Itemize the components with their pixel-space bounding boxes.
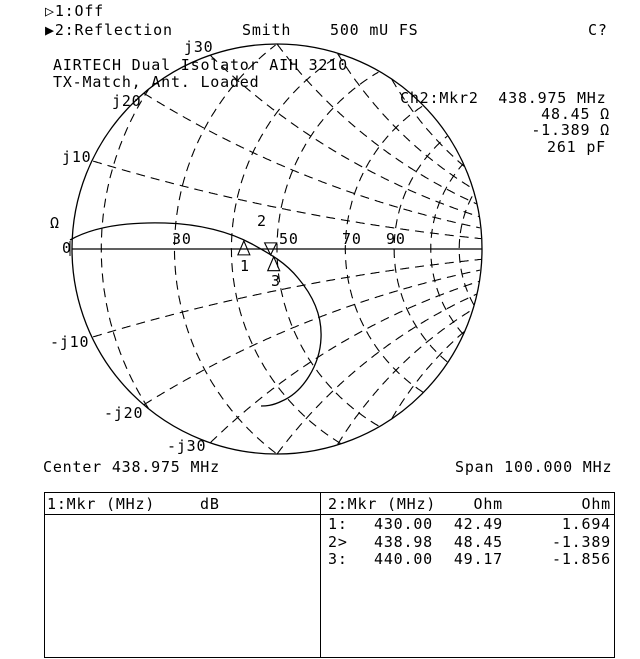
reactance-arc-j50 (338, 54, 473, 189)
table2-header-mkr: 2:Mkr (MHz) (328, 495, 437, 513)
marker-3-label: 3 (271, 272, 281, 290)
marker-row-frequency: 440.00 (374, 550, 433, 568)
label-zero: 0 (62, 239, 72, 257)
label-j30: j30 (184, 38, 214, 56)
reactance-arc-j20 (144, 93, 480, 228)
format-label: Smith (242, 21, 292, 39)
marker-row-reactance: 1.694 (561, 515, 611, 533)
label-minus-j10: -j10 (50, 333, 90, 351)
marker-row-id: 2> (328, 532, 348, 551)
reflection-trace (70, 223, 321, 406)
reactance-arc-j10 (93, 161, 481, 239)
center-frequency[interactable]: Center 438.975 MHz (43, 458, 220, 476)
reactance-arc-minus-j50 (338, 309, 473, 444)
table2-header-col2: Ohm (473, 495, 503, 513)
reactance-arc-minus-j20 (144, 270, 480, 405)
marker-readout-reactance: -1.389 Ω (531, 121, 610, 139)
cal-status: C? (588, 21, 608, 39)
scale-label: 500 mU FS (330, 21, 419, 39)
label-j20: j20 (112, 92, 142, 110)
reactance-arc-minus-j60 (392, 331, 465, 419)
channel2-status[interactable]: ▶2:Reflection (45, 21, 173, 39)
marker-row-reactance: -1.389 (552, 532, 611, 551)
span-frequency[interactable]: Span 100.000 MHz (455, 458, 613, 476)
channel1-status[interactable]: ▷1:Off (45, 2, 104, 20)
label-r90: 90 (386, 230, 406, 248)
reactance-arc-minus-j30 (211, 281, 479, 442)
marker-readout-resistance: 48.45 Ω (541, 105, 610, 123)
marker-row-id: 3: (328, 550, 348, 568)
marker-row-id: 1: (328, 515, 348, 533)
table2-header-col3: Ohm (581, 495, 611, 513)
marker-row-reactance: -1.856 (552, 550, 611, 568)
table1-header-mkr: 1:Mkr (MHz) (47, 495, 156, 513)
marker-readout-capacitance: 261 pF (547, 138, 606, 156)
label-minus-j30: -j30 (167, 437, 207, 455)
label-r50: 50 (279, 230, 299, 248)
label-ohm: Ω (50, 214, 60, 232)
table1-header-unit: dB (200, 495, 220, 513)
reactance-arc-minus-j40 (277, 294, 477, 454)
label-r30: 30 (172, 230, 192, 248)
table-divider (320, 492, 321, 658)
marker-readout-header: Ch2:Mkr2 438.975 MHz (400, 89, 607, 107)
reactance-arc-minus-j10 (93, 259, 481, 337)
marker-2-label: 2 (257, 212, 267, 230)
marker-row-frequency: 430.00 (374, 515, 433, 533)
marker-1-icon (238, 241, 250, 255)
marker-row-resistance: 49.17 (453, 550, 503, 568)
label-j10: j10 (62, 148, 92, 166)
label-minus-j20: -j20 (104, 404, 144, 422)
marker-1-label: 1 (240, 257, 250, 275)
marker-row-frequency: 438.98 (374, 532, 433, 551)
title-line2: TX-Match, Ant. Loaded (53, 73, 260, 91)
title-line1: AIRTECH Dual Isolator AIH 3210 (53, 56, 348, 74)
marker-row-resistance: 48.45 (453, 532, 503, 551)
label-r70: 70 (342, 230, 362, 248)
marker-row-resistance: 42.49 (453, 515, 503, 533)
